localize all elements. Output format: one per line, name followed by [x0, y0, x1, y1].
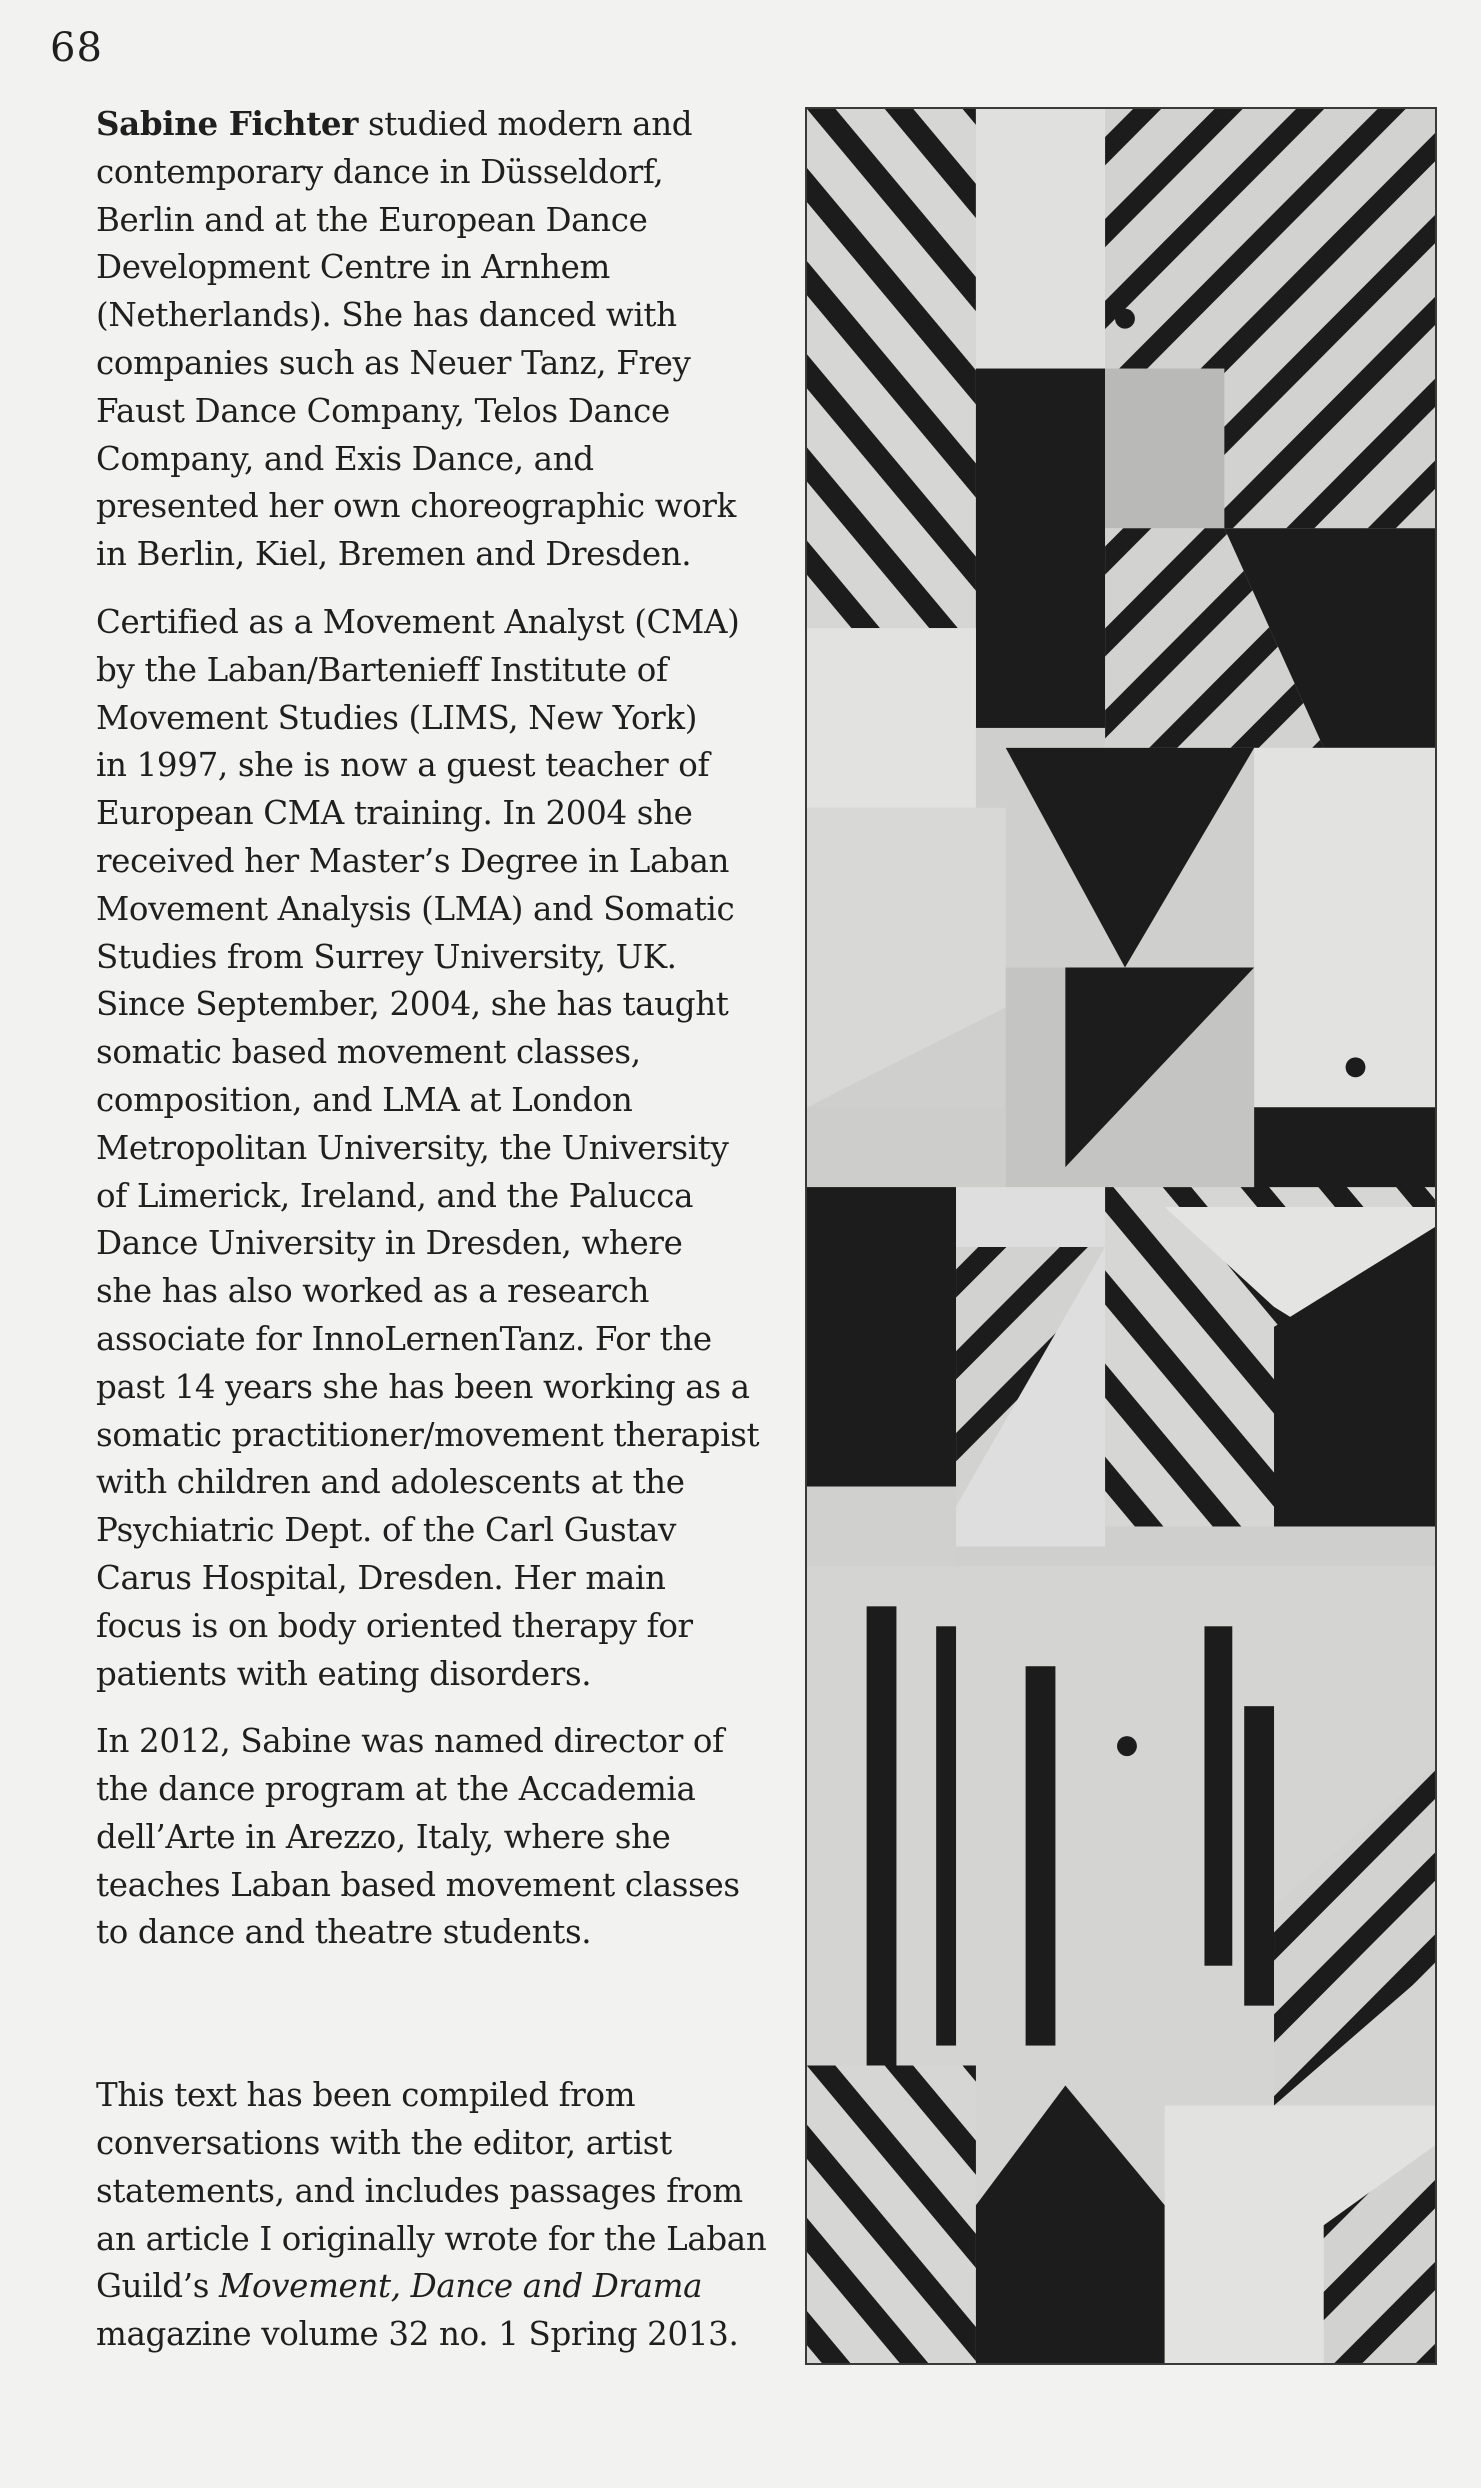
bio-paragraph-2-line: Certified as a Movement Analyst (CMA): [96, 602, 740, 641]
source-note-line: Guild’s Movement, Dance and Drama: [96, 2267, 703, 2306]
bio-paragraph-2-line: Studies from Surrey University, UK.: [96, 937, 677, 976]
artwork-dark-bar: [936, 1626, 956, 2045]
bio-paragraph-2-line: European CMA training. In 2004 she: [96, 794, 693, 833]
bio-paragraph-2-line: she has also worked as a research: [96, 1272, 650, 1311]
bio-paragraph-2-line: Movement Analysis (LMA) and Somatic: [96, 889, 735, 928]
author-name: Sabine Fichter: [96, 104, 358, 143]
artwork-light-panel: [1254, 748, 1435, 1107]
bio-paragraph-1-line: Faust Dance Company, Telos Dance: [96, 391, 670, 430]
bio-paragraph-2-line: received her Master’s Degree in Laban: [96, 841, 730, 880]
artwork-dark-block: [976, 369, 1105, 728]
artwork-mid-block: [807, 1107, 1006, 1187]
artwork-mid-block: [1105, 369, 1224, 529]
bio-paragraph-1: [96, 100, 756, 579]
bio-paragraph-2-line: somatic practitioner/movement therapist: [96, 1415, 760, 1454]
source-note-line: statements, and includes passages from: [96, 2171, 743, 2210]
bio-paragraph-3-line: dell’Arte in Arezzo, Italy, where she: [96, 1817, 671, 1856]
magazine-title: Movement, Dance and Drama: [219, 2267, 703, 2306]
artwork-dark-bar: [1244, 1706, 1274, 2005]
bio-paragraph-2-line: Carus Hospital, Dresden. Her main: [96, 1558, 666, 1597]
bio-paragraph-2-line: by the Laban/Bartenieff Institute of: [96, 650, 668, 689]
artwork-light-panel: [807, 628, 976, 808]
bio-paragraph-2-line: Dance University in Dresden, where: [96, 1224, 683, 1263]
bio-paragraph-1-line: Development Centre in Arnhem: [96, 248, 610, 287]
bio-paragraph-1-line: companies such as Neuer Tanz, Frey: [96, 343, 691, 382]
source-note: [96, 2072, 767, 2359]
source-note-line: magazine volume 32 no. 1 Spring 2013.: [96, 2315, 739, 2354]
artwork-mid-block: [807, 1487, 956, 1567]
source-note-line: an article I originally wrote for the Laban: [96, 2219, 767, 2258]
artwork-dark-bar: [1204, 1626, 1232, 1965]
bio-paragraph-1-line: presented her own choreographic work: [96, 487, 736, 526]
artwork-dark-bar: [1026, 1666, 1056, 2045]
bio-paragraph-2: [96, 599, 760, 1698]
bio-paragraph-2-line: in 1997, she is now a guest teacher of: [96, 746, 710, 785]
bio-paragraph-2-line: somatic based movement classes,: [96, 1033, 641, 1072]
bio-paragraph-3: [96, 1718, 756, 1957]
artwork-svg: [807, 109, 1435, 2363]
bio-paragraph-3-line: In 2012, Sabine was named director of: [96, 1722, 724, 1761]
artwork-striped-panel: [807, 2066, 976, 2363]
bio-paragraph-1-line: contemporary dance in Düsseldorf,: [96, 152, 664, 191]
artwork-dot: [1117, 1736, 1137, 1756]
bio-paragraph-2-line: composition, and LMA at London: [96, 1080, 633, 1119]
bio-paragraph-2-line: past 14 years she has been working as a: [96, 1367, 750, 1406]
bio-paragraph-3-line: teaches Laban based movement classes: [96, 1865, 740, 1904]
bio-paragraph-1-line: Berlin and at the European Dance: [96, 200, 648, 239]
artwork-dot: [1346, 1057, 1366, 1077]
bio-paragraph-1-line: (Netherlands). She has danced with: [96, 296, 677, 335]
source-note-line: conversations with the editor, artist: [96, 2124, 672, 2163]
paragraph-spacer: [96, 1977, 756, 2072]
bio-paragraph-1-line: Company, and Exis Dance, and: [96, 439, 594, 478]
bio-paragraph-2-line: with children and adolescents at the: [96, 1463, 685, 1502]
bio-paragraph-2-line: Psychiatric Dept. of the Carl Gustav: [96, 1511, 677, 1550]
bio-paragraph-2-line: Movement Studies (LIMS, New York): [96, 698, 698, 737]
biography-text: [96, 100, 767, 2379]
artwork-light-panel: [976, 109, 1105, 369]
bio-paragraph-2-line: of Limerick, Ireland, and the Palucca: [96, 1176, 694, 1215]
bio-paragraph-2-line: Metropolitan University, the University: [96, 1128, 729, 1167]
bio-paragraph-3-line: the dance program at the Accademia: [96, 1770, 696, 1809]
artwork-dark-block: [807, 1187, 956, 1486]
bio-paragraph-1-line: in Berlin, Kiel, Bremen and Dresden.: [96, 535, 692, 574]
bio-paragraph-3-line: to dance and theatre students.: [96, 1913, 592, 1952]
bio-paragraph-1-line: Sabine Fichter studied modern and: [96, 104, 693, 143]
artwork-striped-panel: [807, 109, 976, 628]
source-note-line: This text has been compiled from: [96, 2076, 636, 2115]
bio-paragraph-2-line: focus is on body oriented therapy for: [96, 1606, 693, 1645]
bio-paragraph-2-line: associate for InnoLernenTanz. For the: [96, 1319, 712, 1358]
bio-paragraph-2-line: patients with eating disorders.: [96, 1654, 592, 1693]
bio-paragraph-2-line: Since September, 2004, she has taught: [96, 985, 729, 1024]
artwork-dot: [1115, 309, 1135, 329]
geometric-artwork-image: [805, 107, 1437, 2365]
page-number: 68: [50, 25, 103, 71]
